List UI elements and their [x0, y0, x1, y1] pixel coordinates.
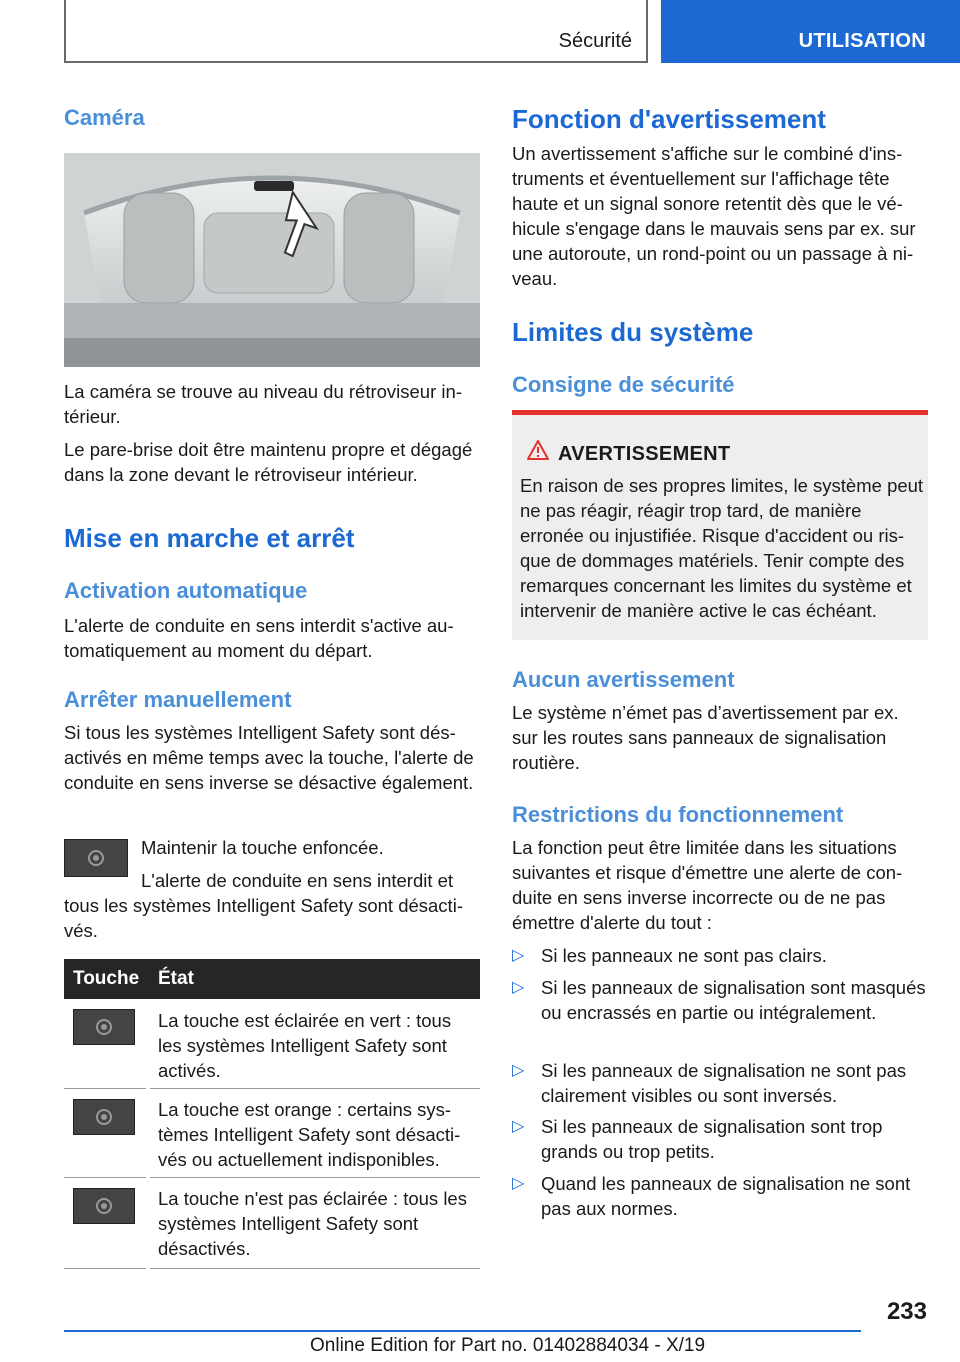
- restrictions-text: La fonction peut être limitée dans les situations suivantes et risque d'émettre une alerte de conduite en sens inverse incorrecte ou de ne pas émettre d'alerte du tout :: [512, 837, 903, 933]
- camera-heading: Caméra: [64, 105, 145, 130]
- button-green-icon: [73, 1009, 135, 1045]
- warning-function-text: Un avertissement s'affiche sur le combiné d'instruments et éventuellement sur l'affichage tête haute et un signal sonore retentit dès que le véhicule s'engage dans le mauvais sens par ex. sur une autoroute, un rond-point ou un passage à niveau.: [512, 143, 916, 289]
- table-cell-state: La touche est orange : certains systèmes Intelligent Safety sont désactivés ou actuellement indisponibles.: [158, 1099, 461, 1170]
- status-table-header: [64, 959, 480, 999]
- no-warning-text: Le système n’émet pas d’avertissement par ex. sur les routes sans panneaux de signalisation routière.: [512, 702, 899, 773]
- table-row: [64, 1178, 480, 1269]
- safety-note-heading: Consigne de sécurité: [512, 372, 735, 397]
- bullet-triangle-icon: ▷: [512, 1175, 525, 1192]
- hold-button-text: Maintenir la touche enfoncée.: [141, 837, 384, 858]
- manual-off-text: Si tous les systèmes Intelligent Safety sont désactivés en même temps avec la touche, l'alerte de conduite en sens inverse se désactive également.: [64, 722, 474, 793]
- car-interior-illustration: [64, 153, 480, 367]
- windshield-clean-text: Le pare-brise doit être maintenu propre et dégagé dans la zone devant le rétroviseur intérieur.: [64, 439, 473, 485]
- header-chapter-title: UTILISATION: [798, 30, 926, 52]
- bullet-triangle-icon: ▷: [512, 1062, 525, 1079]
- page-number: 233: [886, 1298, 927, 1325]
- camera-location-photo: [64, 153, 480, 367]
- warning-box: [512, 410, 928, 640]
- restrictions-heading: Restrictions du fonctionnement: [512, 802, 844, 827]
- camera-location-text: La caméra se trouve au niveau du rétroviseur intérieur.: [64, 381, 462, 427]
- bullet-triangle-icon: ▷: [512, 979, 525, 996]
- bullet-triangle-icon: ▷: [512, 947, 525, 964]
- footer-divider: [64, 1330, 861, 1332]
- manual-off-heading: Arrêter manuellement: [64, 687, 292, 712]
- warning-title: AVERTISSEMENT: [558, 443, 731, 465]
- header-chapter-tab: [661, 0, 960, 63]
- table-cell-state: La touche est éclairée en vert : tous les systèmes Intelligent Safety sont activés.: [158, 1010, 452, 1081]
- warning-function-heading: Fonction d'avertissement: [512, 104, 826, 134]
- warning-text: En raison de ses propres limites, le système peut ne pas réagir, réagir trop tard, de manière erronée ou injustifiée. Risque d'accident ou risque de dommages matériels. Tenir compte des remarques concernant les limites du système et intervenir de manière active le cas échéant.: [520, 475, 924, 621]
- table-cell-state: La touche n'est pas éclairée : tous les systèmes Intelligent Safety sont désactivés.: [158, 1188, 467, 1259]
- table-header-state: État: [158, 968, 194, 989]
- table-row: [64, 999, 480, 1089]
- auto-activation-text: L'alerte de conduite en sens interdit s'active automatiquement au moment du départ.: [64, 615, 454, 661]
- header-section-box: [64, 0, 648, 63]
- table-header-key: Touche: [73, 968, 140, 989]
- table-row: [64, 1089, 480, 1178]
- no-warning-heading: Aucun avertissement: [512, 667, 735, 692]
- warning-triangle-icon: [526, 439, 550, 461]
- button-orange-icon: [73, 1099, 135, 1135]
- after-hold-text: L'alerte de conduite en sens interdit et tous les systèmes Intelligent Safety sont désactivés.: [64, 870, 463, 941]
- footer-edition: Online Edition for Part no. 01402884034 - X/19: [310, 1335, 706, 1356]
- system-limits-heading: Limites du système: [512, 317, 754, 347]
- bullet-triangle-icon: ▷: [512, 1118, 525, 1135]
- on-off-heading: Mise en marche et arrêt: [64, 523, 355, 553]
- header-section-title: Sécurité: [558, 30, 632, 52]
- button-off-icon: [73, 1188, 135, 1224]
- auto-activation-heading: Activation automatique: [64, 578, 308, 603]
